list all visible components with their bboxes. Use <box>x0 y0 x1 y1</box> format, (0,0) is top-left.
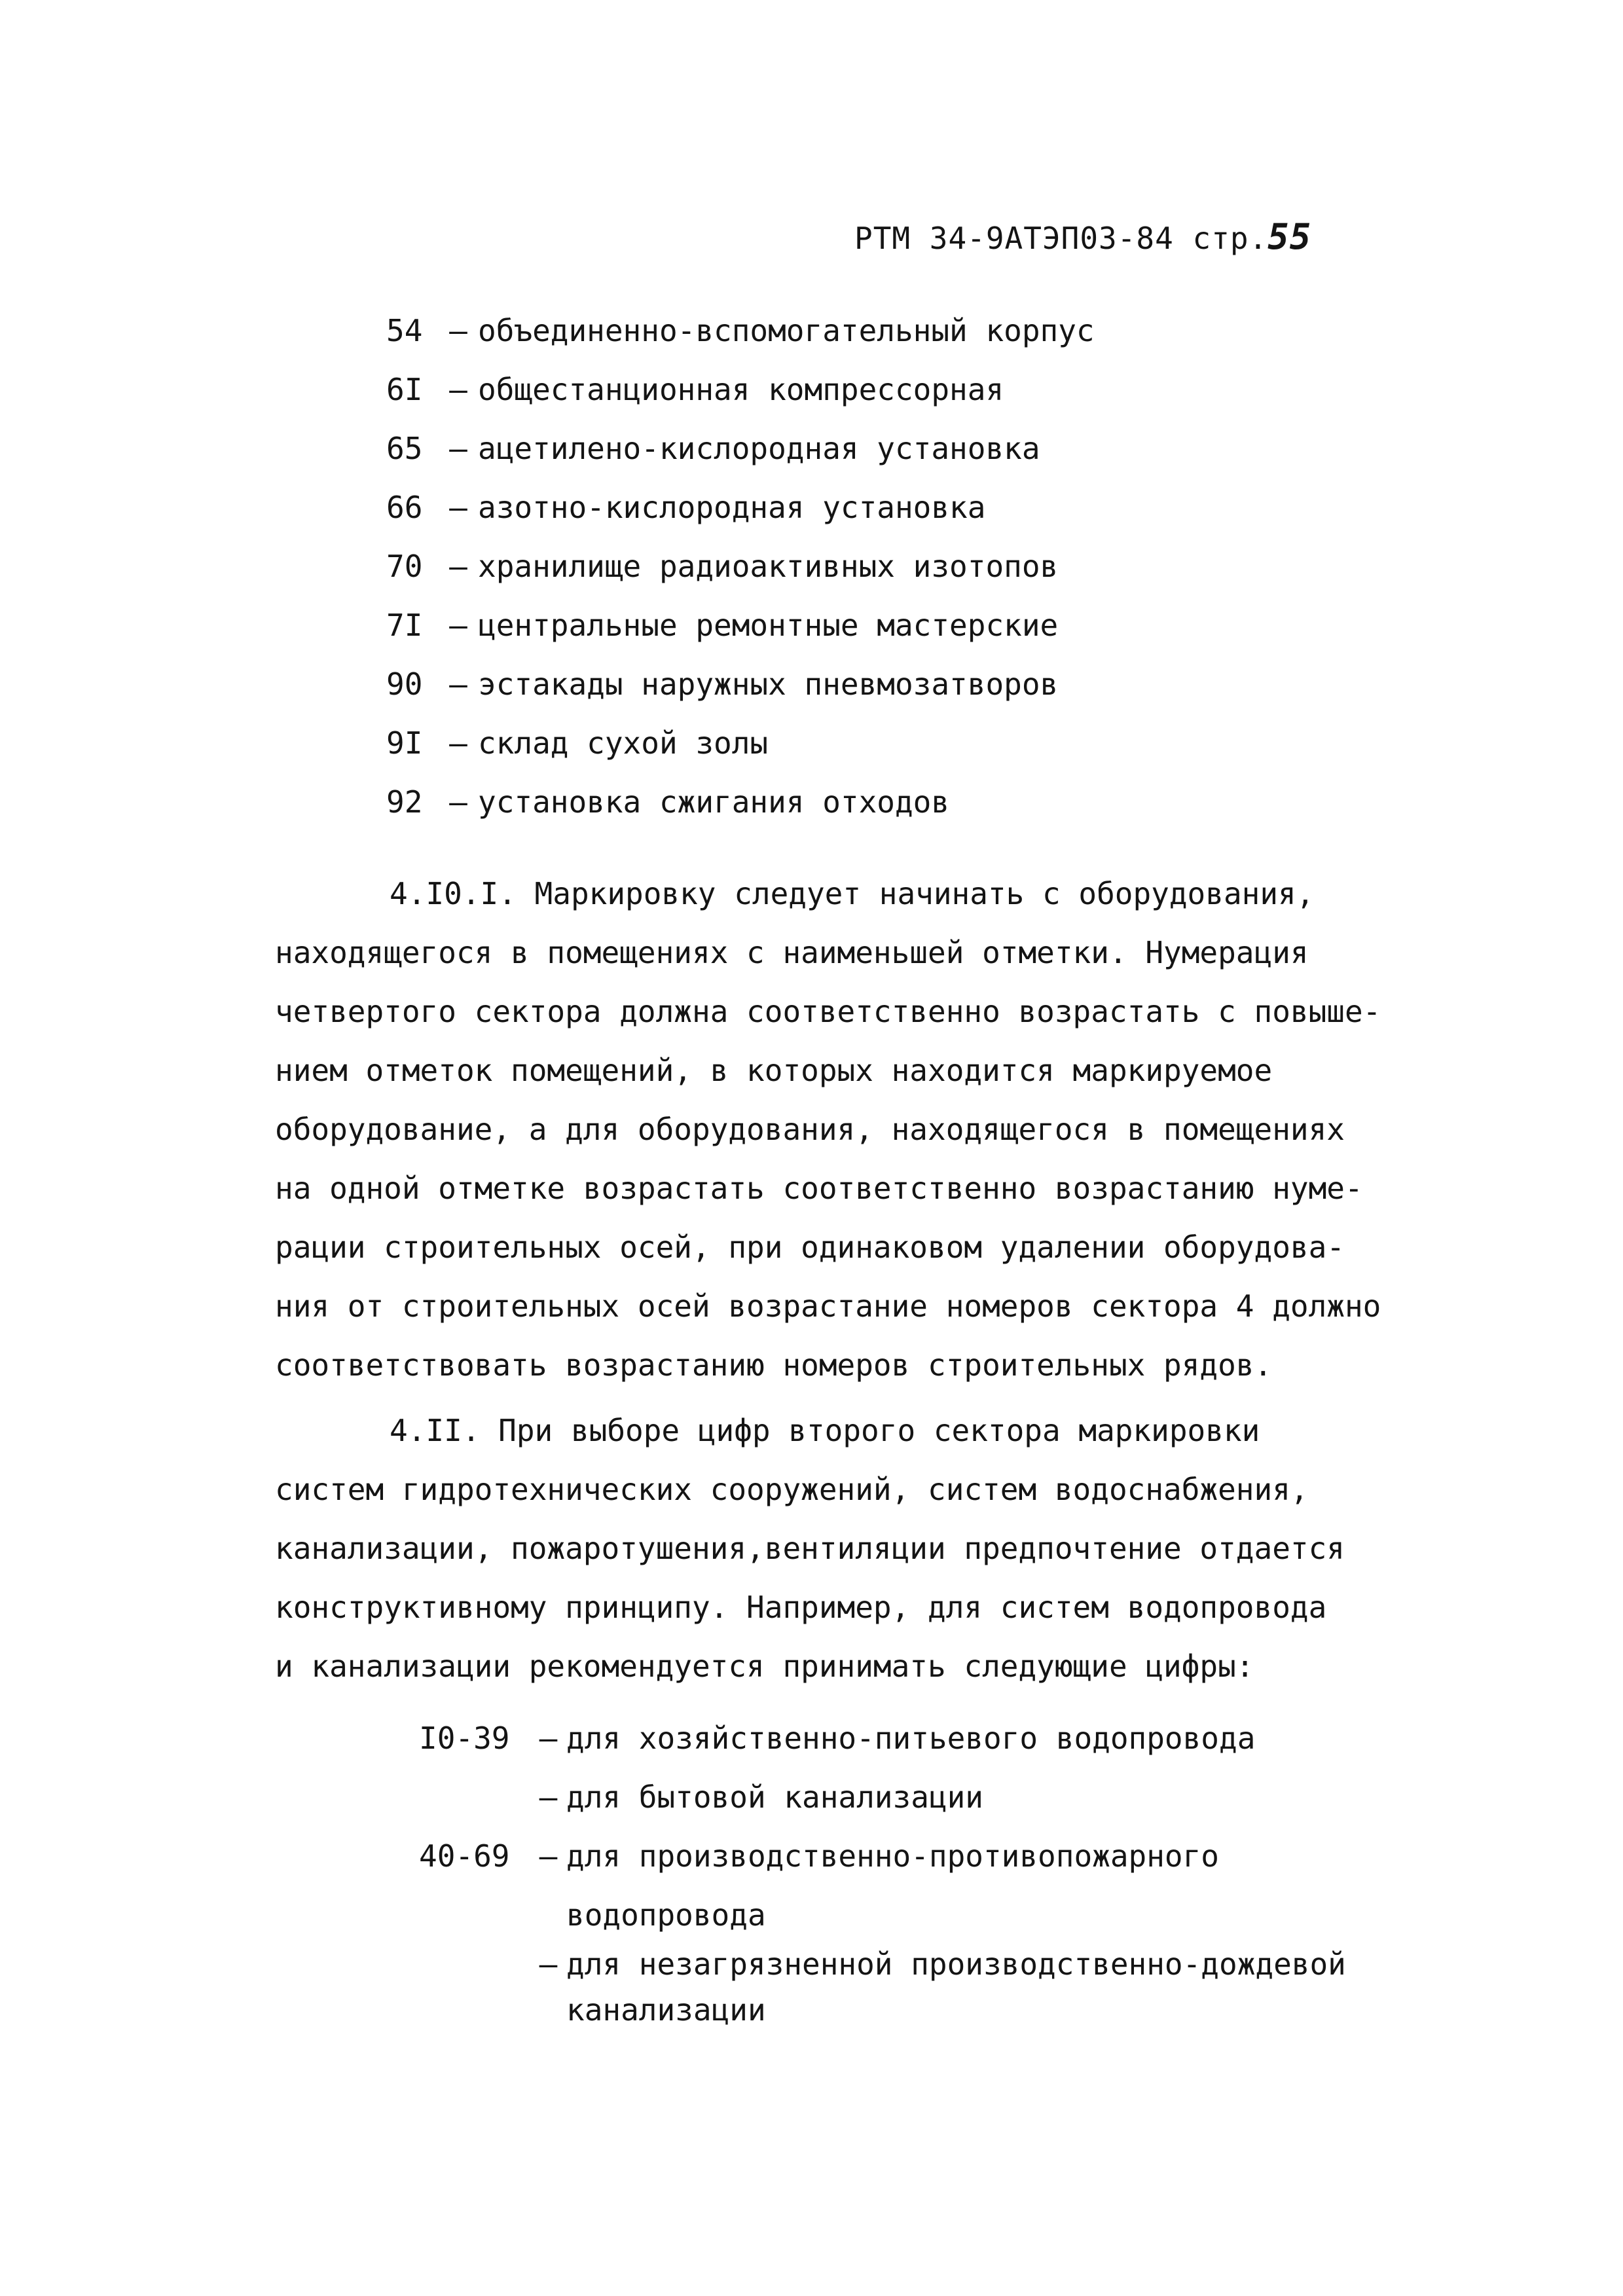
system-description: для хозяйственно-питьевого водопровода <box>566 1721 1256 1756</box>
system-description: канализации <box>566 1992 766 2028</box>
dash: – <box>539 1946 558 1982</box>
building-code: 70 <box>386 549 423 584</box>
code-range <box>419 1886 530 1944</box>
paragraph-line: нием отметок помещений, в которых находится маркируемое <box>275 1053 1273 1088</box>
list-item <box>419 1990 1506 2030</box>
dash <box>530 1990 566 2030</box>
dash: – <box>449 549 467 584</box>
paragraph-line: конструктивному принципу. Например, для систем водопровода <box>275 1590 1327 1625</box>
system-description: для производственно-противопожарного <box>566 1838 1219 1874</box>
building-code: 6I <box>386 372 423 407</box>
dash: – <box>449 490 467 525</box>
system-code-list <box>419 1709 1506 2030</box>
dash: – <box>449 608 467 643</box>
list-item <box>419 1709 1506 1768</box>
list-item <box>386 723 1434 782</box>
paragraph-line: рации строительных осей, при одинаковом удалении оборудова- <box>275 1230 1345 1265</box>
page-header <box>854 216 1311 257</box>
dash: – <box>539 1838 558 1874</box>
list-item <box>386 547 1434 606</box>
dash: – <box>449 313 467 348</box>
building-code: 7I <box>386 608 423 643</box>
list-item <box>419 1768 1506 1827</box>
code-range: I0-39 <box>419 1721 510 1756</box>
building-name: объединенно-вспомогательный корпус <box>478 313 1095 348</box>
paragraph-line: систем гидротехнических сооружений, систем водоснабжения, <box>275 1472 1309 1507</box>
list-item <box>386 370 1434 429</box>
dash: – <box>449 431 467 466</box>
building-name: установка сжигания отходов <box>478 784 950 820</box>
paragraph-line: четвертого сектора должна соответственно возрастать с повыше- <box>275 994 1381 1029</box>
dash <box>530 1886 566 1944</box>
paragraph-line: на одной отметке возрастать соответственно возрастанию нуме- <box>275 1171 1363 1206</box>
code-range <box>419 1944 530 1990</box>
building-code: 90 <box>386 666 423 702</box>
paragraph-line: оборудование, а для оборудования, находящегося в помещениях <box>275 1112 1345 1147</box>
building-code: 66 <box>386 490 423 525</box>
list-item <box>386 606 1434 665</box>
system-description: для бытовой канализации <box>566 1779 983 1815</box>
code-range <box>419 1990 530 2030</box>
paragraph-line: канализации, пожаротушения,вентиляции предпочтение отдается <box>275 1531 1345 1566</box>
page-number: 55 <box>1267 216 1312 257</box>
code-range <box>419 1768 530 1827</box>
building-code: 9I <box>386 725 423 761</box>
dash: – <box>449 666 467 702</box>
list-item <box>386 665 1434 723</box>
document-reference: РТМ 34-9АТЭП03-84 стр. <box>854 221 1268 256</box>
building-name: хранилище радиоактивных изотопов <box>478 549 1059 584</box>
building-name: центральные ремонтные мастерские <box>478 608 1059 643</box>
system-description: для незагрязненной производственно-дождевой <box>566 1946 1346 1982</box>
dash: – <box>449 372 467 407</box>
list-item <box>386 429 1434 488</box>
paragraph-4-10-1 <box>275 864 1440 1394</box>
paragraph-line: ния от строительных осей возрастание номеров сектора 4 должно <box>275 1288 1381 1324</box>
paragraph-line: находящегося в помещениях с наименьшей отметки. Нумерация <box>275 935 1309 970</box>
building-name: ацетилено-кислородная установка <box>478 431 1040 466</box>
building-code: 92 <box>386 784 423 820</box>
dash: – <box>539 1721 558 1756</box>
code-range: 40-69 <box>419 1838 510 1874</box>
dash: – <box>449 784 467 820</box>
list-item <box>386 488 1434 547</box>
list-item <box>419 1886 1506 1944</box>
paragraph-line: и канализации рекомендуется принимать следующие цифры: <box>275 1649 1254 1684</box>
building-name: азотно-кислородная установка <box>478 490 986 525</box>
paragraph-line: 4.I0.I. Маркировку следует начинать с оборудования, <box>390 876 1315 911</box>
dash: – <box>449 725 467 761</box>
building-name: склад сухой золы <box>478 725 769 761</box>
building-code: 54 <box>386 313 423 348</box>
building-name: эстакады наружных пневмозатворов <box>478 666 1059 702</box>
list-item <box>419 1944 1506 1990</box>
dash: – <box>539 1779 558 1815</box>
building-code-list <box>386 311 1434 841</box>
list-item <box>419 1827 1506 1886</box>
system-description: водопровода <box>566 1897 766 1933</box>
building-name: общестанционная компрессорная <box>478 372 1004 407</box>
paragraph-line: 4.II. При выборе цифр второго сектора маркировки <box>390 1413 1260 1448</box>
paragraph-line: соответствовать возрастанию номеров строительных рядов. <box>275 1347 1273 1383</box>
building-code: 65 <box>386 431 423 466</box>
list-item <box>386 782 1434 841</box>
paragraph-4-11 <box>275 1401 1440 1696</box>
list-item <box>386 311 1434 370</box>
